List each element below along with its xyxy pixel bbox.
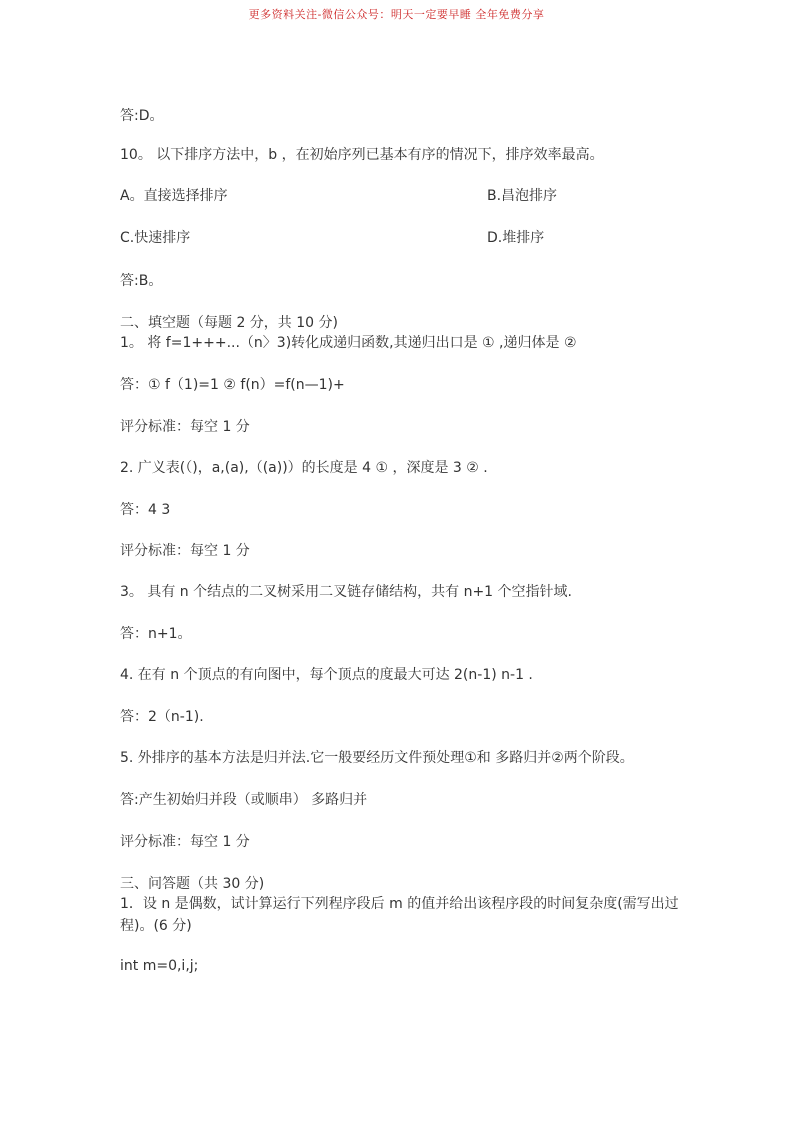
score-text: 评分标准：每空 1 分 — [120, 419, 250, 435]
section-title: 三、问答题（共 30 分) — [120, 876, 265, 892]
question-text: 3。 具有 n 个结点的二叉树采用二叉链存储结构，共有 n+1 个空指针域. — [120, 584, 572, 600]
answer-text: 答：① f（1)=1 ② f(n）=f(n—1)+ — [120, 377, 345, 393]
question-text: 1．设 n 是偶数，试计算运行下列程序段后 m 的值并给出该程序段的时间复杂度(需写出过程)。(6 分) — [120, 896, 679, 934]
promo-banner: 更多资料关注-微信公众号：明天一定要早睡 全年免费分享 — [248, 8, 545, 21]
answer-text: 答:产生初始归并段（或顺串） 多路归并 — [120, 792, 368, 808]
answer-text: 答:D。 — [120, 108, 164, 124]
question-text: 1。 将 f=1+++...（n〉3)转化成递归函数,其递归出口是 ① ,递归体是 ② — [120, 335, 577, 351]
score-text: 评分标准：每空 1 分 — [120, 834, 250, 850]
answer-text: 答：n+1。 — [120, 626, 192, 642]
answer-text: 答：4 3 — [120, 502, 171, 518]
question-text: 10。 以下排序方法中，b ，在初始序列已基本有序的情况下，排序效率最高。 — [120, 147, 604, 163]
question-text: 4. 在有 n 个顶点的有向图中，每个顶点的度最大可达 2(n-1) n-1 . — [120, 667, 533, 683]
option-c: C.快速排序 — [120, 230, 191, 246]
answer-text: 答:B。 — [120, 273, 163, 289]
option-d: D.堆排序 — [487, 230, 545, 246]
answer-text: 答：2（n-1). — [120, 709, 204, 725]
score-text: 评分标准：每空 1 分 — [120, 543, 250, 559]
option-a: A。直接选择排序 — [120, 188, 228, 204]
code-line: int m=0,i,j; — [120, 958, 199, 974]
option-b: B.昌泡排序 — [487, 188, 558, 204]
question-text: 5. 外排序的基本方法是归并法.它一般要经历文件预处理①和 多路归并②两个阶段。 — [120, 750, 634, 766]
question-text: 2. 广义表(（)，a,(a),（(a))）的长度是 4 ① ，深度是 3 ② . — [120, 460, 488, 476]
section-title: 二、填空题（每题 2 分，共 10 分) — [120, 315, 338, 331]
